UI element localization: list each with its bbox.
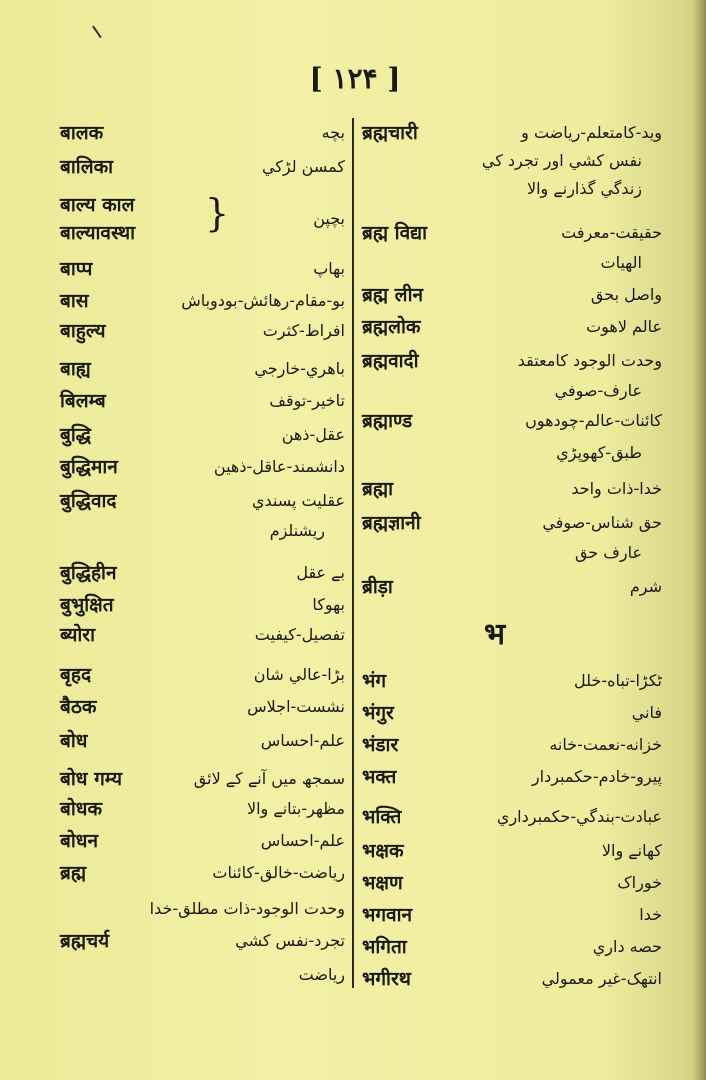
entry: [362, 474, 662, 504]
entry: [60, 316, 345, 346]
meaning: وحدت الوجود کامعتقد: [517, 351, 662, 370]
meaning: حصه داري: [592, 937, 662, 956]
entry: [362, 312, 662, 342]
meaning: شرم: [629, 577, 662, 596]
headword: बुभुक्षित: [60, 594, 114, 616]
meaning-continued: طبق-کهوپڑي: [556, 443, 642, 462]
entry: [362, 964, 662, 994]
entry: [362, 248, 662, 278]
headword: भंडार: [362, 734, 399, 756]
meaning: تاخير-توقف: [269, 391, 345, 410]
headword: ब्रह्म लीन: [362, 284, 424, 306]
meaning: انتهک-غير معمولي: [541, 969, 662, 988]
entry: [60, 660, 345, 690]
headword: ब्रह्मज्ञानी: [362, 512, 421, 534]
meaning: عالم لاهوت: [586, 317, 662, 336]
meaning: بڑا-عالي شان: [253, 665, 345, 684]
headword: बृहद: [60, 664, 92, 686]
meaning: نشست-اجلاس: [247, 697, 345, 716]
entry: [362, 900, 662, 930]
meaning: خوراک: [617, 873, 662, 892]
meaning: بهاپ: [313, 259, 345, 278]
headword: बास: [60, 290, 89, 312]
entry: [60, 558, 345, 588]
entry: [362, 376, 662, 406]
headword: ब्रीड़ा: [362, 576, 393, 598]
headword: ब्रह्मवादी: [362, 350, 419, 372]
headword: बुद्धिहीन: [60, 562, 117, 584]
headword: बालक: [60, 122, 104, 144]
headword: ब्रह्मचर्य: [60, 930, 110, 952]
headword: बाहुल्य: [60, 320, 106, 342]
entry: [362, 730, 662, 760]
meaning: فاني: [631, 703, 662, 722]
meaning: رياضت-خالق-کائنات: [212, 863, 345, 882]
page-number: [ ۱۲۴ ]: [309, 62, 401, 95]
entry: [362, 666, 662, 696]
entry: [362, 346, 662, 376]
meaning-continued: رياضت: [298, 965, 345, 984]
meaning: بچه: [321, 123, 345, 142]
meaning: باهري-خارجي: [254, 359, 345, 378]
entry: [60, 858, 345, 888]
meaning: بهوکا: [312, 595, 345, 614]
headword: भंगुर: [362, 702, 394, 724]
meaning-continued: وحدت الوجود-ذات مطلق-خدا: [149, 899, 345, 918]
entry: [362, 118, 662, 148]
entry: [362, 438, 662, 468]
headword: भक्ति: [362, 806, 402, 828]
meaning: خزانه-نعمت-خانه: [549, 735, 662, 754]
headword: ब्रह्मचारी: [362, 122, 418, 144]
meaning: سمجھ ميں آنے کے لائق: [193, 769, 345, 788]
meaning: واصل بحق: [590, 285, 662, 304]
headword: भक्षक: [362, 840, 404, 862]
entry: [60, 152, 345, 182]
section-letter: भ: [484, 617, 506, 652]
meaning: بو-مقام-رهائش-بودوباش: [181, 291, 345, 310]
meaning-continued: عارف-صوفي: [554, 381, 642, 400]
entry: [362, 406, 662, 436]
meaning: کمسن لڑکي: [261, 157, 345, 176]
column-divider: [352, 118, 354, 988]
headword: भक्षण: [362, 872, 403, 894]
meaning: دانشمند-عاقل-ذهين: [213, 457, 345, 476]
brace: }: [205, 191, 230, 235]
entry: [60, 764, 345, 794]
meaning: عقل-ذهن: [281, 425, 345, 444]
meaning-continued: ريشنلزم: [269, 521, 325, 540]
entry: [60, 354, 345, 384]
entry: [60, 794, 345, 824]
meaning: پيرو-خادم-حکمبردار: [531, 767, 662, 786]
headword: भगवान: [362, 904, 413, 926]
headword: ब्रह्म: [60, 862, 87, 884]
entry: [60, 590, 345, 620]
meaning: علم-احساس: [260, 831, 345, 850]
entry: [362, 538, 662, 568]
entry: [60, 420, 345, 450]
entry: [362, 836, 662, 866]
headword: भंग: [362, 670, 387, 692]
entry: [60, 516, 345, 546]
headword: बाप्प: [60, 258, 93, 280]
meaning: ٹکڑا-تباه-خلل: [574, 671, 662, 690]
entry: [60, 960, 345, 990]
entry: [362, 174, 662, 204]
entry: [362, 218, 662, 248]
headword: भक्त: [362, 766, 397, 788]
entry: [60, 452, 345, 482]
headword: भगिता: [362, 936, 407, 958]
headword: बोध: [60, 730, 88, 752]
headword: बाल्य काल: [60, 194, 135, 216]
meaning: کائنات-عالم-چودهوں: [525, 411, 662, 430]
entry: [60, 692, 345, 722]
headword: ब्रह्म विद्या: [362, 222, 428, 244]
entry: [60, 118, 345, 148]
headword: ब्रह्माण्ड: [362, 410, 413, 432]
entry: [60, 620, 345, 650]
page-edge-shadow: [692, 0, 706, 1080]
headword: बिलम्ब: [60, 390, 106, 412]
meaning-continued: نفس کشي اور تجرد کي: [481, 151, 642, 170]
entry: [60, 726, 345, 756]
entry: [362, 932, 662, 962]
meaning-continued: الهيات: [600, 253, 642, 272]
meaning: ويد-کامتعلم-رياضت و: [521, 123, 662, 142]
entry: [362, 572, 662, 602]
meaning-continued: عارف حق: [574, 543, 642, 562]
meaning: بچپن: [313, 209, 345, 228]
meaning: بے عقل: [296, 563, 345, 582]
headword: बुद्धि: [60, 424, 91, 446]
meaning-continued: زندگي گذارنے والا: [526, 179, 642, 198]
headword: बाल्यावस्था: [60, 222, 136, 244]
entry: [362, 508, 662, 538]
headword: बोधन: [60, 830, 99, 852]
meaning: حقيقت-معرفت: [561, 223, 662, 242]
headword: ब्रह्मलोक: [362, 316, 421, 338]
meaning: افراط-کثرت: [262, 321, 345, 340]
meaning: خدا: [639, 905, 662, 924]
entry: [60, 286, 345, 316]
entry: [362, 802, 662, 832]
entry: [60, 486, 345, 516]
entry: [362, 762, 662, 792]
headword: ब्रह्मा: [362, 478, 393, 500]
entry: [60, 926, 345, 956]
headword: भगीरथ: [362, 968, 411, 990]
meaning: تجرد-نفس کشي: [235, 931, 345, 950]
headword: ब्योरा: [60, 624, 95, 646]
meaning: عبادت-بندگي-حکمبرداري: [496, 807, 662, 826]
headword: बोधक: [60, 798, 103, 820]
entry: [362, 280, 662, 310]
headword: बोध गम्य: [60, 768, 122, 790]
meaning: عقليت پسندي: [251, 491, 345, 510]
entry: [362, 146, 662, 176]
meaning: حق شناس-صوفي: [542, 513, 662, 532]
headword: बालिका: [60, 156, 114, 178]
entry: [60, 826, 345, 856]
meaning: مظهر-بتانے والا: [246, 799, 345, 818]
meaning: خدا-ذات واحد: [571, 479, 662, 498]
meaning: کهانے والا: [601, 841, 662, 860]
entry: [60, 894, 345, 924]
headword: बुद्धिवाद: [60, 490, 117, 512]
entry: [60, 204, 345, 234]
entry: [60, 254, 345, 284]
entry: [362, 698, 662, 728]
headword: बुद्धिमान: [60, 456, 118, 478]
meaning: علم-احساس: [260, 731, 345, 750]
meaning: تفصيل-کيفيت: [254, 625, 345, 644]
headword: बाह्य: [60, 358, 91, 380]
entry: [362, 868, 662, 898]
headword: बैठक: [60, 696, 97, 718]
entry: [60, 386, 345, 416]
